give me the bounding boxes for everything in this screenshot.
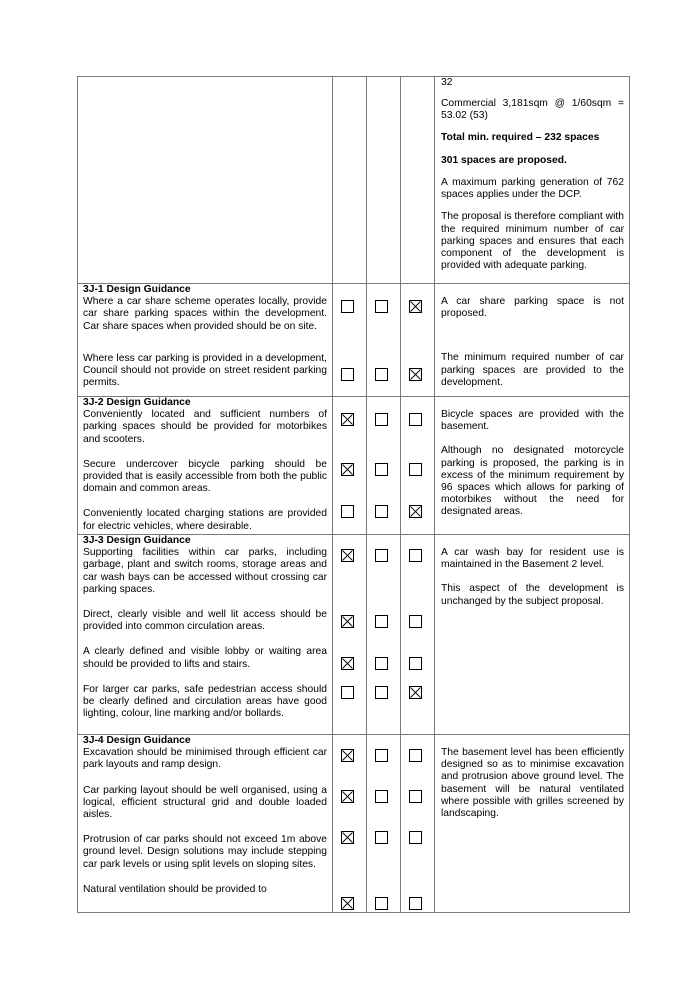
x-mark-icon xyxy=(410,301,421,312)
comment-text: A car wash bay for resident use is maintained in the Basement 2 level. xyxy=(441,547,624,571)
requirement-text: Secure undercover bicycle parking should be provided that is easily accessible from both the public domain and common areas. xyxy=(83,458,327,495)
checkbox[interactable] xyxy=(409,897,422,910)
checkbox[interactable] xyxy=(341,505,354,518)
checkbox[interactable] xyxy=(409,615,422,628)
yes-column-cell xyxy=(333,77,367,284)
section-heading: 3J-4 Design Guidance xyxy=(83,735,191,746)
section-heading: 3J-2 Design Guidance xyxy=(83,397,191,408)
x-mark-icon xyxy=(342,898,353,909)
comment-cell xyxy=(435,77,630,284)
comment-text: A maximum parking generation of 762 spaces applies under the DCP. xyxy=(441,177,624,201)
x-mark-icon xyxy=(342,464,353,475)
x-mark-icon xyxy=(342,658,353,669)
requirement-text: Direct, clearly visible and well lit access should be provided into common circulation areas. xyxy=(83,609,327,633)
checkbox[interactable] xyxy=(375,463,388,476)
checkbox[interactable] xyxy=(341,300,354,313)
comment-text: Bicycle spaces are provided with the basement. xyxy=(441,409,624,433)
requirement-text: Protrusion of car parks should not exceed 1m above ground level. Design solutions may include stepping car park levels or using split levels on sloping sites. xyxy=(83,834,327,870)
yes-column-cell xyxy=(333,397,367,535)
na-column-cell xyxy=(401,77,435,284)
checkbox[interactable] xyxy=(341,657,354,670)
table-row xyxy=(78,535,630,735)
table-row xyxy=(78,735,630,913)
checkbox[interactable] xyxy=(409,368,422,381)
na-column-cell xyxy=(401,284,435,397)
checkbox[interactable] xyxy=(375,686,388,699)
checkbox[interactable] xyxy=(375,749,388,762)
checkbox[interactable] xyxy=(375,615,388,628)
requirement-cell xyxy=(78,735,333,913)
requirement-text: Where a car share scheme operates locally, provide car share parking spaces within the development. Car share spaces when provided should be on site. xyxy=(83,296,327,332)
checkbox[interactable] xyxy=(341,686,354,699)
x-mark-icon xyxy=(410,687,421,698)
comment-cell xyxy=(435,397,630,535)
checkbox[interactable] xyxy=(409,657,422,670)
table-row xyxy=(78,77,630,284)
requirement-cell xyxy=(78,535,333,735)
requirement-text: Car parking layout should be well organised, using a logical, efficient structural grid and double loaded aisles. xyxy=(83,784,327,821)
checkbox[interactable] xyxy=(341,749,354,762)
no-column-cell xyxy=(367,535,401,735)
requirement-text: Natural ventilation should be provided to xyxy=(83,883,267,895)
table-row xyxy=(78,397,630,535)
requirement-cell xyxy=(78,284,333,397)
comment-text: A car share parking space is not proposed. xyxy=(441,296,624,320)
checkbox[interactable] xyxy=(409,300,422,313)
no-column-cell xyxy=(367,735,401,913)
checkbox[interactable] xyxy=(409,463,422,476)
na-column-cell xyxy=(401,535,435,735)
section-heading: 3J-1 Design Guidance xyxy=(83,284,191,295)
x-mark-icon xyxy=(342,791,353,802)
checkbox[interactable] xyxy=(341,831,354,844)
yes-column-cell xyxy=(333,735,367,913)
comment-text: The minimum required number of car parking spaces are provided to the development. xyxy=(441,352,624,388)
comment-text: The basement level has been efficiently designed so as to minimise excavation and protrusion above ground level. The basement will be natural ventilated where possible with grilles screened by landscaping. xyxy=(441,747,624,820)
x-mark-icon xyxy=(410,369,421,380)
checkbox[interactable] xyxy=(375,657,388,670)
checkbox[interactable] xyxy=(341,615,354,628)
comment-text: Total min. required – 232 spaces xyxy=(441,131,600,143)
yes-column-cell xyxy=(333,535,367,735)
no-column-cell xyxy=(367,397,401,535)
checkbox[interactable] xyxy=(341,413,354,426)
checkbox[interactable] xyxy=(375,831,388,844)
checkbox[interactable] xyxy=(409,686,422,699)
no-column-cell xyxy=(367,284,401,397)
requirement-text: Excavation should be minimised through efficient car park layouts and ramp design. xyxy=(83,747,327,771)
requirement-text: Supporting facilities within car parks, including garbage, plant and switch rooms, storage areas and car wash bays can be accessed without crossing car parking spaces. xyxy=(83,547,327,595)
checkbox[interactable] xyxy=(341,790,354,803)
comment-text: Commercial 3,181sqm @ 1/60sqm = 53.02 (53) xyxy=(441,98,624,122)
checkbox[interactable] xyxy=(409,831,422,844)
comment-text: 301 spaces are proposed. xyxy=(441,154,567,166)
checkbox[interactable] xyxy=(409,549,422,562)
x-mark-icon xyxy=(342,550,353,561)
checkbox[interactable] xyxy=(409,505,422,518)
yes-column-cell xyxy=(333,284,367,397)
requirement-text: For larger car parks, safe pedestrian access should be clearly defined and circulation areas have good lighting, colour, line marking and/or bollards. xyxy=(83,683,327,720)
checkbox[interactable] xyxy=(341,549,354,562)
comment-text: Although no designated motorcycle parking is proposed, the parking is in excess of the minimum requirement by 96 spaces which allows for parking of motorbikes without the need for designated areas. xyxy=(441,445,624,518)
checkbox[interactable] xyxy=(375,790,388,803)
checkbox[interactable] xyxy=(409,749,422,762)
na-column-cell xyxy=(401,397,435,535)
checkbox[interactable] xyxy=(341,897,354,910)
x-mark-icon xyxy=(342,414,353,425)
no-column-cell xyxy=(367,77,401,284)
table-row xyxy=(78,284,630,397)
checkbox[interactable] xyxy=(375,300,388,313)
checkbox[interactable] xyxy=(341,463,354,476)
checkbox[interactable] xyxy=(409,413,422,426)
x-mark-icon xyxy=(342,750,353,761)
requirement-text: A clearly defined and visible lobby or waiting area should be provided to lifts and stairs. xyxy=(83,646,327,670)
requirement-cell xyxy=(78,397,333,535)
checkbox[interactable] xyxy=(409,790,422,803)
compliance-table xyxy=(77,76,630,913)
requirement-text: Conveniently located charging stations are provided for electric vehicles, where desirable. xyxy=(83,508,327,532)
x-mark-icon xyxy=(410,506,421,517)
comment-text: The proposal is therefore compliant with the required minimum number of car parking spaces and ensures that each component of the development is provided with adequate parking. xyxy=(441,211,624,272)
checkbox[interactable] xyxy=(341,368,354,381)
requirement-cell xyxy=(78,77,333,284)
x-mark-icon xyxy=(342,616,353,627)
comment-cell xyxy=(435,735,630,913)
requirement-text: Where less car parking is provided in a development, Council should not provide on street resident parking permits. xyxy=(83,352,327,389)
comment-cell xyxy=(435,535,630,735)
requirement-text: Conveniently located and sufficient numbers of parking spaces should be provided for motorbikes and scooters. xyxy=(83,409,327,445)
checkbox[interactable] xyxy=(375,549,388,562)
x-mark-icon xyxy=(342,832,353,843)
na-column-cell xyxy=(401,735,435,913)
comment-text: 32 xyxy=(441,77,453,88)
comment-cell xyxy=(435,284,630,397)
comment-text: This aspect of the development is unchanged by the subject proposal. xyxy=(441,583,624,607)
section-heading: 3J-3 Design Guidance xyxy=(83,535,191,546)
checkbox[interactable] xyxy=(375,413,388,426)
checkbox[interactable] xyxy=(375,897,388,910)
checkbox[interactable] xyxy=(375,505,388,518)
checkbox[interactable] xyxy=(375,368,388,381)
